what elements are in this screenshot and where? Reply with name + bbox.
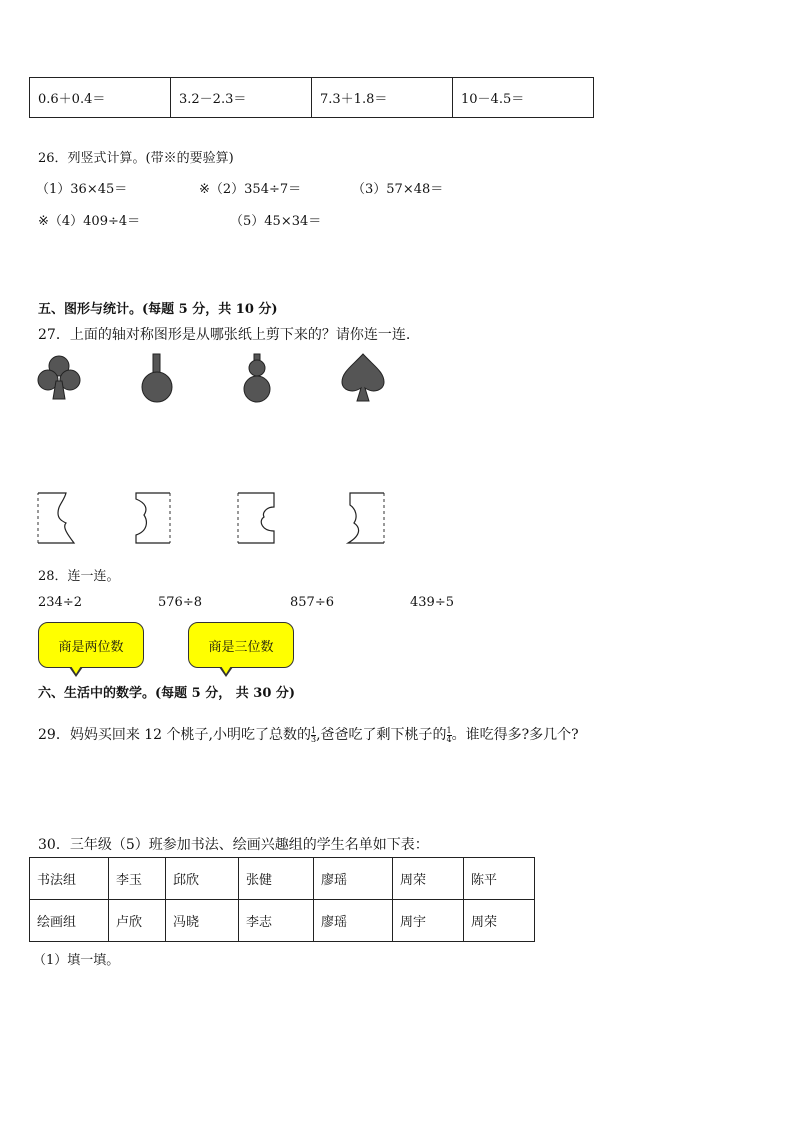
- q29-text: [38, 724, 579, 744]
- table-cell: 书法组: [30, 858, 109, 900]
- q30-sub1: （1）填一填。: [33, 953, 120, 968]
- table-cell: 周宇: [393, 900, 464, 942]
- table-cell: 周荣: [464, 900, 535, 942]
- expression-2: 576÷8: [158, 595, 202, 610]
- names-table: [29, 857, 535, 942]
- frac-den: 3: [310, 734, 317, 744]
- q26-item-3: （3）57×48＝: [352, 182, 444, 197]
- q27-title: 27．上面的轴对称图形是从哪张纸上剪下来的？请你连一连.: [38, 327, 411, 343]
- table-cell: 廖瑶: [314, 858, 393, 900]
- table-cell: 张健: [239, 858, 314, 900]
- paper-piece-2: [132, 491, 174, 545]
- calc-cell: 7.3＋1.8＝: [312, 78, 453, 118]
- bubble-two-digit: [38, 622, 144, 668]
- table-cell: 绘画组: [30, 900, 109, 942]
- q29-text-b: ,爸爸吃了剩下桃子的: [316, 727, 447, 743]
- section6-title: 六、生活中的数学。(每题 5 分， 共 30 分): [38, 686, 296, 701]
- table-cell: 李志: [239, 900, 314, 942]
- table-row: [30, 858, 535, 900]
- paper-piece-1: [36, 491, 76, 545]
- calc-cell: 3.2－2.3＝: [171, 78, 312, 118]
- calc-cell: 10－4.5＝: [453, 78, 594, 118]
- q28-title: 28．连一连。: [38, 569, 120, 584]
- club-icon: [36, 353, 82, 403]
- frac-num: 1: [446, 725, 452, 735]
- table-cell: 卢欣: [109, 900, 166, 942]
- calc-cell: 0.6＋0.4＝: [30, 78, 171, 118]
- table-cell: 邱欣: [166, 858, 239, 900]
- bubble-label: 商是三位数: [208, 639, 274, 655]
- calc-table: [29, 77, 594, 118]
- q26-item-5: （5）45×34＝: [230, 214, 322, 229]
- table-cell: 冯晓: [166, 900, 239, 942]
- paper-piece-4: [346, 491, 388, 545]
- bubble-label: 商是两位数: [58, 639, 124, 655]
- paper-piece-3: [236, 491, 278, 545]
- q30-title: 30．三年级（5）班参加书法、绘画兴趣组的学生名单如下表：: [38, 837, 429, 853]
- gourd-icon: [242, 353, 272, 405]
- frac-num: 1: [310, 725, 317, 735]
- q29-text-a: 29．妈妈买回来 12 个桃子,小明吃了总数的: [38, 727, 311, 743]
- table-cell: 李玉: [109, 858, 166, 900]
- q26-item-2: ※（2）354÷7＝: [199, 182, 302, 197]
- q26-title: 26．列竖式计算。(带※的要验算): [38, 151, 234, 166]
- expression-4: 439÷5: [410, 595, 454, 610]
- table-cell: 周荣: [393, 858, 464, 900]
- table-cell: 廖瑶: [314, 900, 393, 942]
- table-cell: 陈平: [464, 858, 535, 900]
- q29-text-c: 。谁吃得多?多几个?: [451, 727, 579, 743]
- spade-icon: [340, 352, 386, 404]
- expression-3: 857÷6: [290, 595, 334, 610]
- q26-item-4: ※（4）409÷4＝: [38, 214, 141, 229]
- section5-title: 五、图形与统计。(每题 5 分，共 10 分): [38, 302, 278, 317]
- q26-item-1: （1）36×45＝: [36, 182, 128, 197]
- key-hole-icon: [140, 352, 174, 404]
- bubble-three-digit: [188, 622, 294, 668]
- table-row: [30, 900, 535, 942]
- frac-den: 4: [446, 734, 452, 744]
- expression-1: 234÷2: [38, 595, 82, 610]
